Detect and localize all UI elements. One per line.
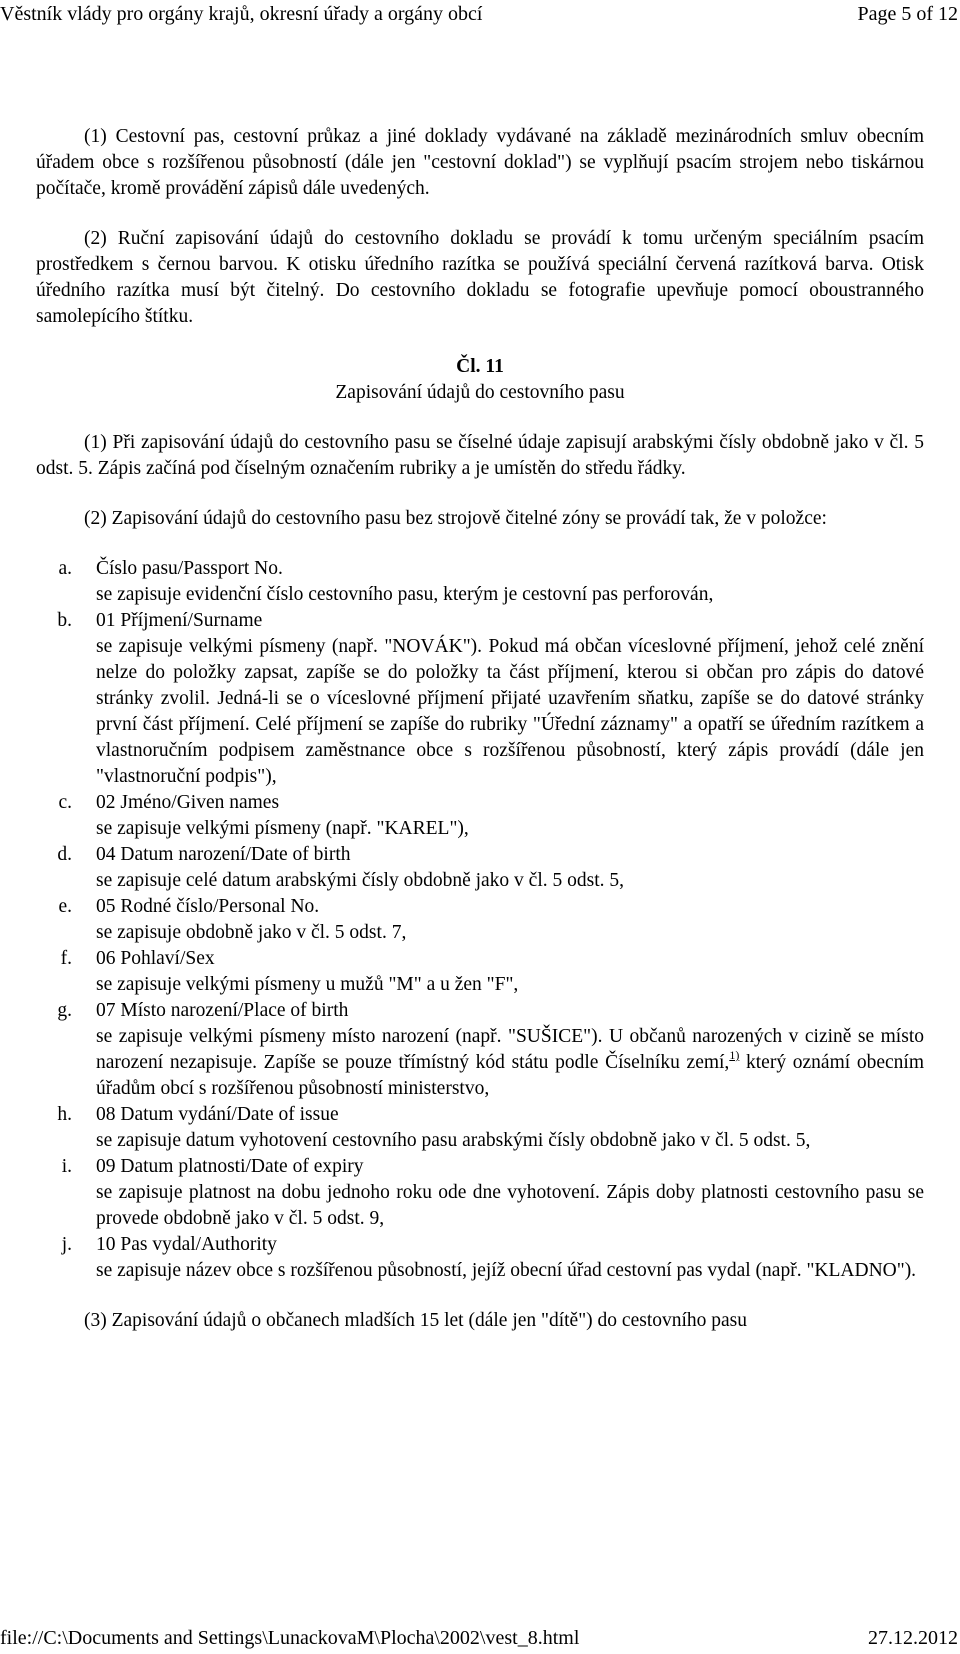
list-marker: c. bbox=[58, 792, 72, 813]
page-header-pagenum: Page 5 of 12 bbox=[857, 3, 958, 25]
paragraph-1: (1) Cestovní pas, cestovní průkaz a jiné doklady vydávané na základě mezinárodních smluv obecním úřadem obce s rozšířenou působností (dále jen "cestovní doklad") se vyplňují psacím strojem nebo tiskárnou počítače, kromě provádění zápisů dále uvedených. bbox=[36, 126, 924, 199]
item-title: 02 Jméno/Given names bbox=[96, 792, 280, 813]
item-text: se zapisuje celé datum arabskými čísly obdobně jako v čl. 5 odst. 5, bbox=[96, 870, 624, 891]
page-header-title: Věstník vlády pro orgány krajů, okresní úřady a orgány obcí bbox=[0, 3, 483, 25]
list-item bbox=[36, 1232, 924, 1284]
item-text: se zapisuje evidenční číslo cestovního pasu, kterým je cestovní pas perforován, bbox=[96, 584, 714, 605]
list-item bbox=[36, 946, 924, 998]
article-number: Čl. 11 bbox=[456, 356, 504, 377]
item-title: 05 Rodné číslo/Personal No. bbox=[96, 896, 320, 917]
item-text: se zapisuje velkými písmeny (např. "KAREL"), bbox=[96, 818, 469, 839]
item-title: 09 Datum platnosti/Date of expiry bbox=[96, 1156, 364, 1177]
item-text-part: se zapisuje velkými písmeny místo narození (např. "SUŠICE"). U občanů narozených v cizině se místo narození nezapisuje. Zapíše se pouze třímístný kód státu podle Číselníku zemí, bbox=[96, 1026, 924, 1073]
list-marker: f. bbox=[60, 948, 72, 969]
footnote-link[interactable]: 1) bbox=[729, 1048, 740, 1062]
list-item bbox=[36, 894, 924, 946]
item-text: se zapisuje obdobně jako v čl. 5 odst. 7, bbox=[96, 922, 407, 943]
list-item bbox=[36, 842, 924, 894]
item-text: se zapisuje název obce s rozšířenou působností, jejíž obecní úřad cestovní pas vydal (např. "KLADNO"). bbox=[96, 1260, 917, 1281]
paragraph-5: (3) Zapisování údajů o občanech mladších 15 let (dále jen "dítě") do cestovního pasu bbox=[84, 1310, 748, 1331]
list-marker: a. bbox=[58, 558, 72, 579]
item-text: se zapisuje platnost na dobu jednoho roku ode dne vyhotovení. Zápis doby platnosti cestovního pasu se provede obdobně jako v čl. 5 odst. 9, bbox=[96, 1182, 924, 1229]
document-body bbox=[36, 124, 924, 1334]
list-item bbox=[36, 556, 924, 608]
paragraph-2: (2) Ruční zapisování údajů do cestovního dokladu se provádí k tomu určeným speciálním psacím prostředkem s černou barvou. K otisku úředního razítka se používá speciální červená razítková barva. Otisk úředního razítka musí být čitelný. Do cestovního dokladu se fotografie upevňuje pomocí oboustranného samolepícího štítku. bbox=[36, 228, 924, 327]
item-text: se zapisuje datum vyhotovení cestovního pasu arabskými čísly obdobně jako v čl. 5 odst. 5, bbox=[96, 1130, 811, 1151]
list-marker: d. bbox=[57, 844, 72, 865]
item-text: se zapisuje velkými písmeny (např. "NOVÁK"). Pokud má občan víceslovné příjmení, jehož celé znění nelze do položky zapsat, zapíše se do položky ta část příjmení, kterou si občan pro zápis do datové stránky zvolil. Jedná-li se o víceslovné příjmení přijaté uzavřením sňatku, zapíše se do datové stránky první část příjmení. Celé příjmení se zapíše do rubriky "Úřední záznamy" a opatří se úředním razítkem a vlastnoručním podpisem zaměstnance obce s rozšířenou působností, který zápis provádí (dále jen "vlastnoruční podpis"), bbox=[96, 636, 924, 787]
list-marker: h. bbox=[57, 1104, 72, 1125]
item-text bbox=[96, 1024, 924, 1102]
page-footer-path: file://C:\Documents and Settings\LunackovaM\Plocha\2002\vest_8.html bbox=[0, 1627, 580, 1649]
item-text: se zapisuje velkými písmeny u mužů "M" a u žen "F", bbox=[96, 974, 519, 995]
list-item bbox=[36, 608, 924, 790]
item-title: 10 Pas vydal/Authority bbox=[96, 1234, 277, 1255]
field-list bbox=[36, 556, 924, 1284]
list-marker: j. bbox=[61, 1234, 72, 1255]
page-footer-date: 27.12.2012 bbox=[868, 1627, 958, 1649]
item-title: 01 Příjmení/Surname bbox=[96, 610, 263, 631]
paragraph-4: (2) Zapisování údajů do cestovního pasu bez strojově čitelné zóny se provádí tak, že v položce: bbox=[84, 508, 827, 529]
list-item bbox=[36, 998, 924, 1102]
list-item bbox=[36, 790, 924, 842]
item-title: Číslo pasu/Passport No. bbox=[96, 558, 283, 579]
paragraph-3: (1) Při zapisování údajů do cestovního pasu se číselné údaje zapisují arabskými čísly obdobně jako v čl. 5 odst. 5. Zápis začíná pod číselným označením rubriky a je umístěn do středu řádky. bbox=[36, 432, 924, 479]
list-marker: i. bbox=[61, 1156, 72, 1177]
list-marker: b. bbox=[57, 610, 72, 631]
item-title: 08 Datum vydání/Date of issue bbox=[96, 1104, 339, 1125]
list-item bbox=[36, 1154, 924, 1232]
list-marker: g. bbox=[57, 1000, 72, 1021]
item-text-part: který oznámí obecním úřadům obcí s rozšířenou působností ministerstvo, bbox=[96, 1052, 924, 1099]
list-marker: e. bbox=[58, 896, 72, 917]
item-title: 06 Pohlaví/Sex bbox=[96, 948, 215, 969]
item-title: 07 Místo narození/Place of birth bbox=[96, 1000, 349, 1021]
item-title: 04 Datum narození/Date of birth bbox=[96, 844, 351, 865]
list-item bbox=[36, 1102, 924, 1154]
article-title: Zapisování údajů do cestovního pasu bbox=[335, 382, 625, 403]
